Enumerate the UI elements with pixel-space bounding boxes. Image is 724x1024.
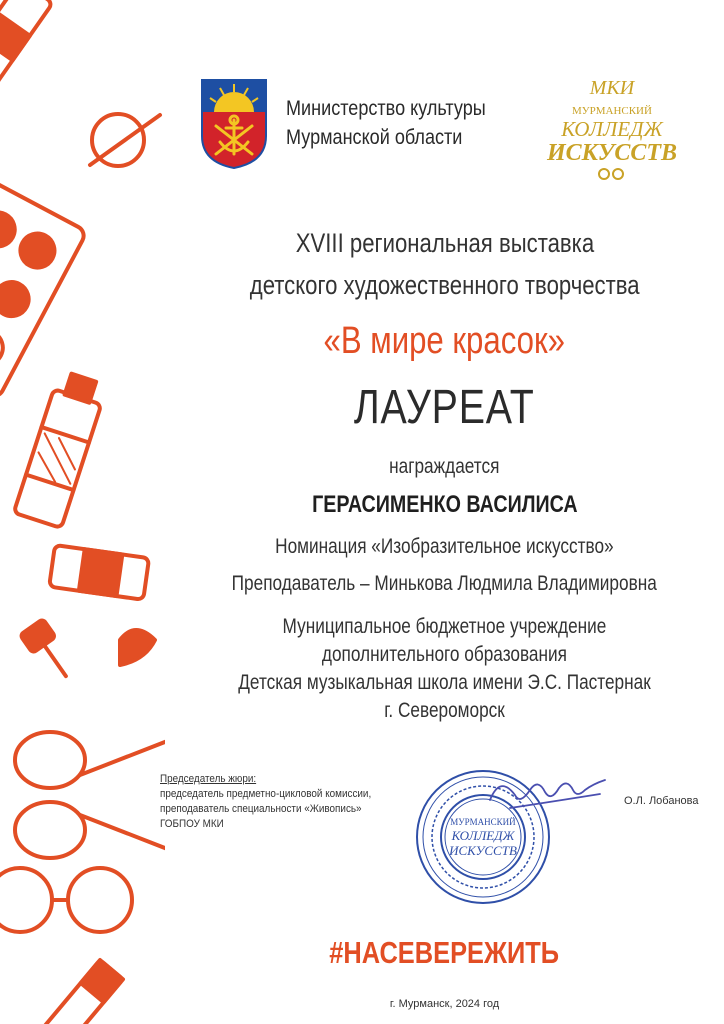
event-name: «В мире красок» xyxy=(323,320,566,362)
eraser-icon xyxy=(49,545,149,600)
institution-line-4: г. Североморск xyxy=(384,699,505,722)
paint-tube-icon xyxy=(14,370,108,528)
institution-line-2: дополнительного образования xyxy=(321,643,568,666)
hashtag: #НАСЕВЕРЕЖИТЬ xyxy=(329,935,560,970)
jury-line-2: преподаватель специальности «Живопись» xyxy=(160,803,362,815)
svg-text:МКИ: МКИ xyxy=(589,77,635,99)
college-logo xyxy=(542,72,682,187)
teacher: Преподаватель – Минькова Людмила Владимировна xyxy=(231,572,658,595)
ministry-line-1: Министерство культуры xyxy=(286,97,486,120)
award-title: ЛАУРЕАТ xyxy=(354,381,535,434)
jury-title: Председатель жюри: xyxy=(160,773,257,785)
shavings-icon xyxy=(120,630,155,665)
nomination: Номинация «Изобразительное искусство» xyxy=(275,535,614,558)
stamp-line-2: КОЛЛЕДЖ xyxy=(451,828,515,843)
jury-block xyxy=(160,772,395,832)
institution-line-3: Детская музыкальная школа имени Э.С. Пастернак xyxy=(238,671,651,694)
stamp-line-1: МУРМАНСКИЙ xyxy=(450,817,516,827)
paint-palette-icon xyxy=(0,180,87,399)
glasses-icon xyxy=(0,868,132,932)
footer-place-year: г. Мурманск, 2024 год xyxy=(389,998,500,1010)
institution-line-1: Муниципальное бюджетное учреждение xyxy=(282,615,607,638)
event-line-1: XVIII региональная выставка xyxy=(295,228,594,258)
college-logo-line-3: ИСКУССТВ xyxy=(546,140,678,166)
recipient-name: ГЕРАСИМЕНКО ВАСИЛИСА xyxy=(311,491,578,518)
college-logo-line-1: МУРМАНСКИЙ xyxy=(572,105,652,117)
pin-icon xyxy=(20,619,77,684)
header xyxy=(200,78,700,188)
art-supplies-decoration xyxy=(0,0,165,1024)
jury-line-3: ГОБПОУ МКИ xyxy=(160,818,224,830)
pencil-icon xyxy=(36,960,123,1024)
coat-of-arms-icon xyxy=(200,78,268,170)
marker-icon xyxy=(0,0,53,126)
scissors-icon xyxy=(15,732,165,858)
ministry-name xyxy=(286,94,486,152)
ministry-line-2: Мурманской области xyxy=(286,126,463,149)
jury-line-1: председатель предметно-цикловой комиссии, xyxy=(160,788,372,800)
event-line-2: детского художественного творчества xyxy=(249,270,640,300)
jury-signer: О.Л. Лобанова xyxy=(624,795,699,807)
college-logo-line-2: КОЛЛЕДЖ xyxy=(561,117,663,141)
institution xyxy=(165,613,724,725)
stamp-line-3: ИСКУССТВ xyxy=(449,843,517,858)
awarded-text: награждается xyxy=(389,455,500,478)
signature xyxy=(480,770,620,820)
